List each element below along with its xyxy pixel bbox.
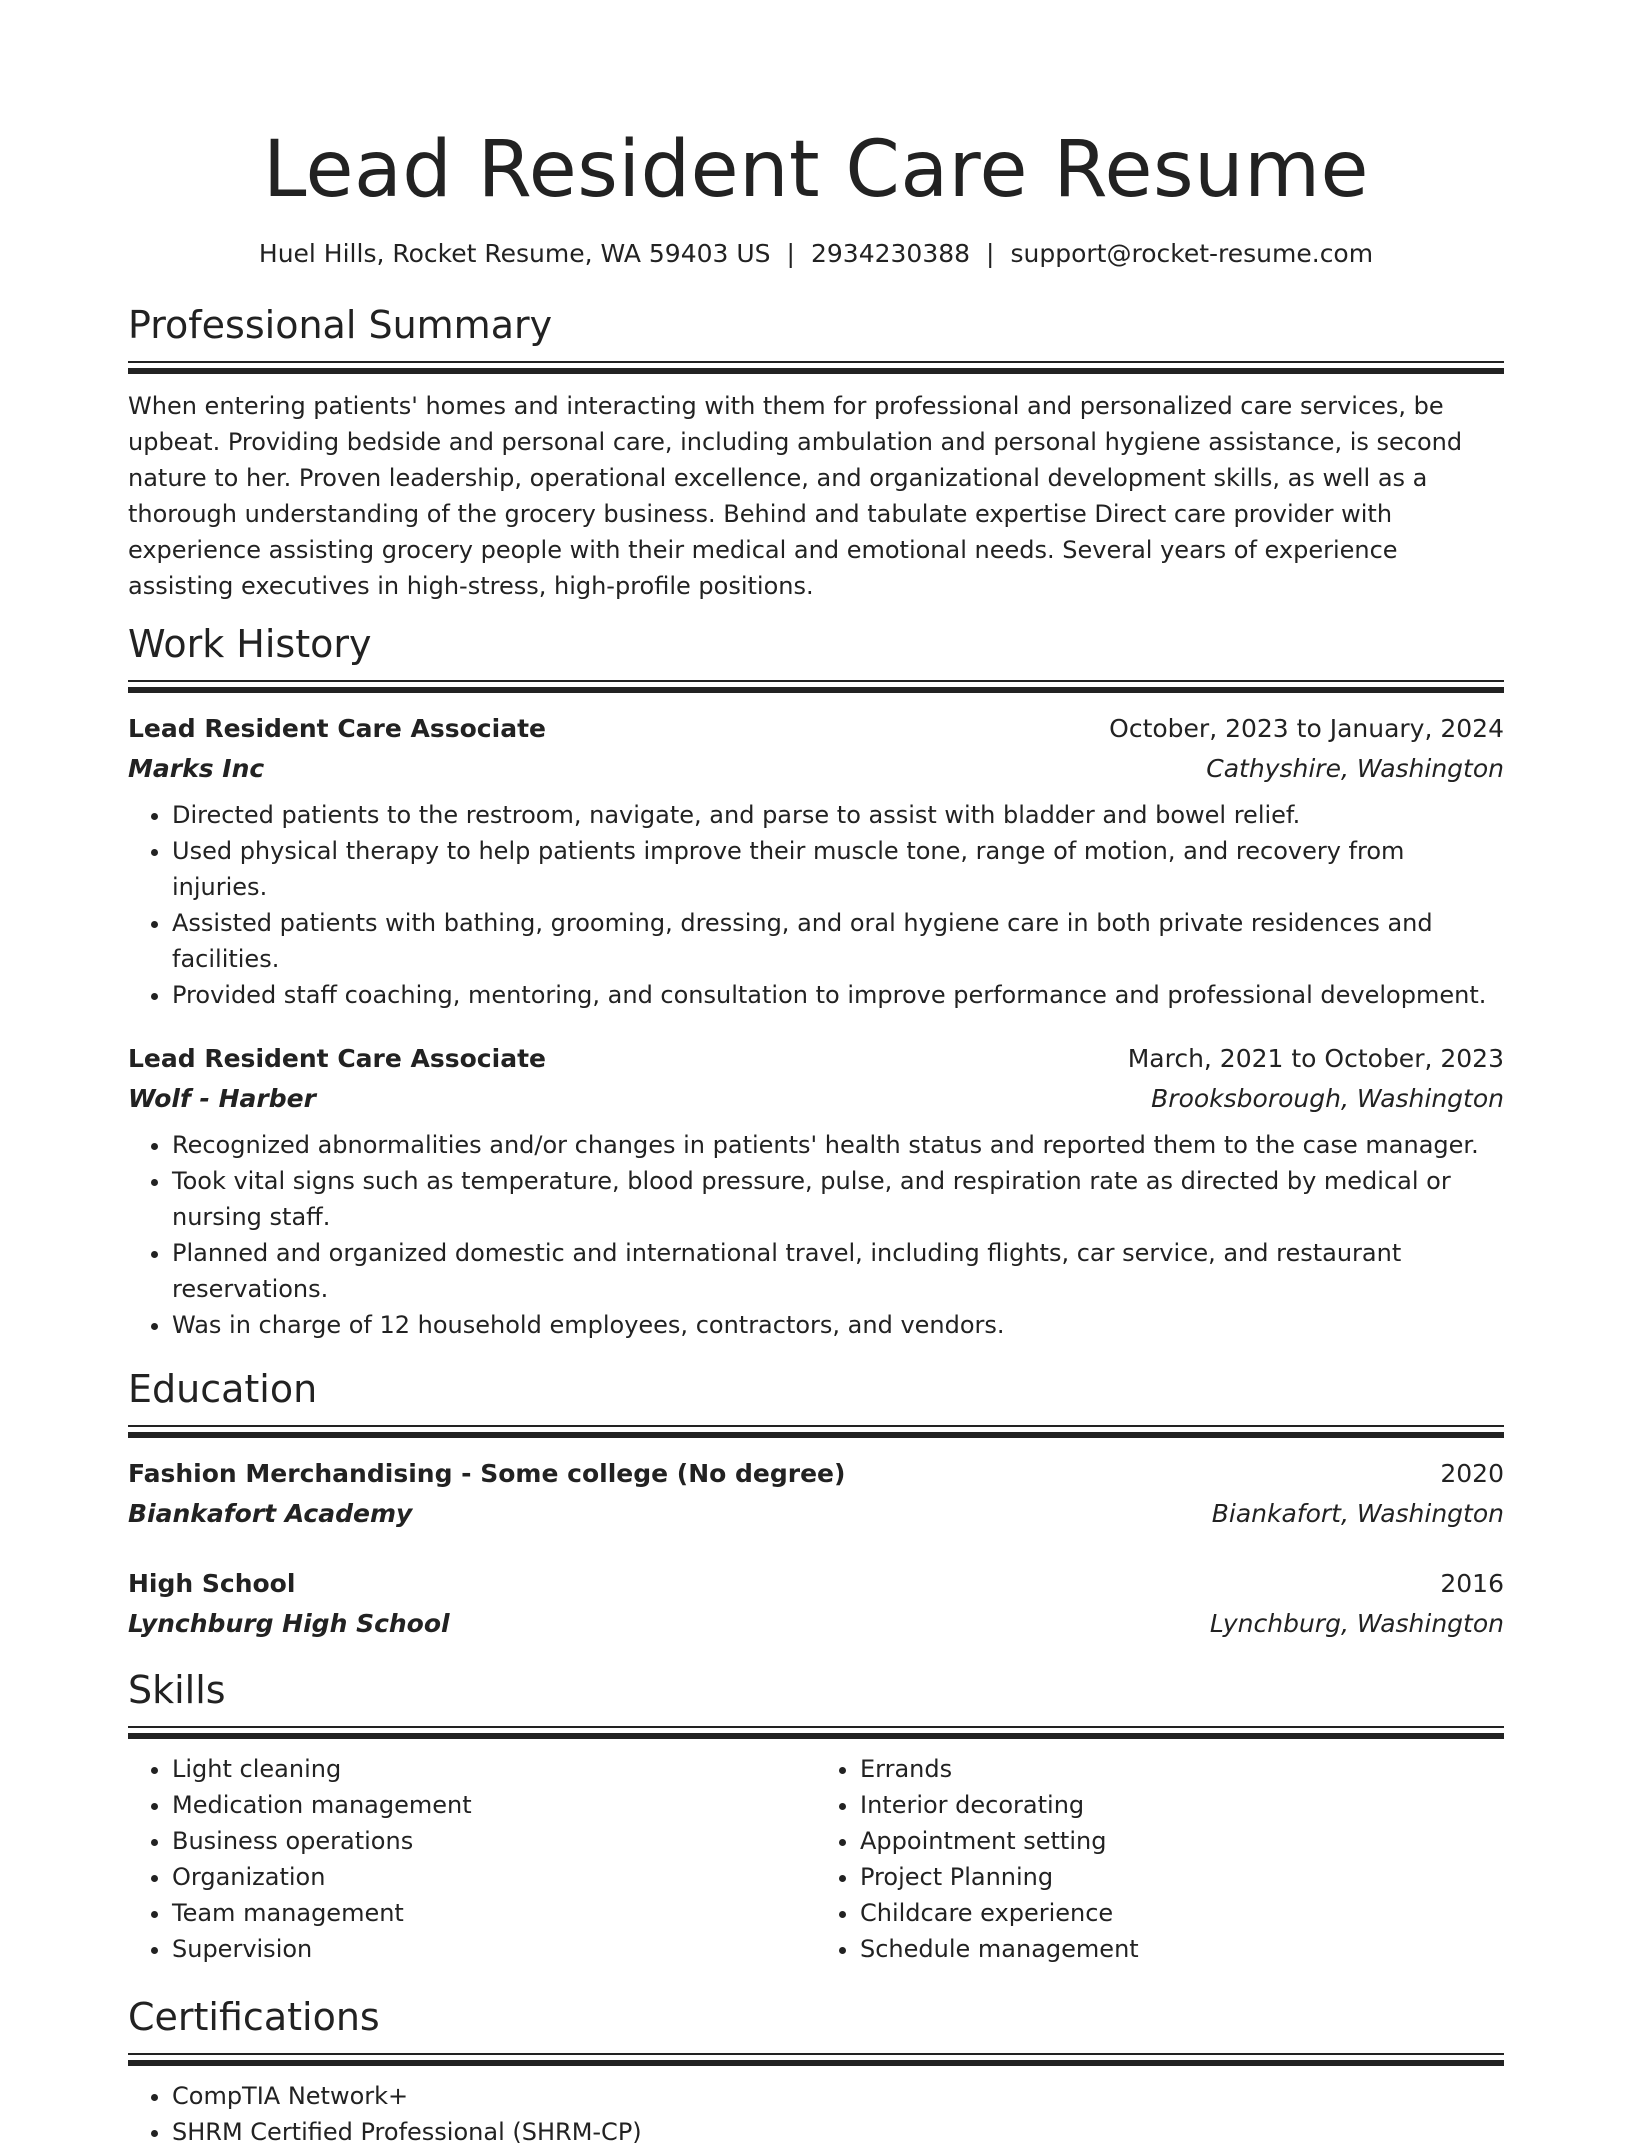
list-item: • Used physical therapy to help patients improve their muscle tone, range of motion, and recovery from injuries. bbox=[172, 833, 1504, 905]
skills-grid bbox=[128, 1751, 1504, 1967]
section-title-education: Education bbox=[128, 1367, 318, 1411]
contact-separator: | bbox=[986, 239, 995, 268]
list-item: • Was in charge of 12 household employees, contractors, and vendors. bbox=[172, 1307, 1504, 1343]
skills-column-left bbox=[128, 1751, 816, 1967]
list-item: • Supervision bbox=[172, 1931, 816, 1967]
section-divider bbox=[128, 361, 1504, 374]
section-divider bbox=[128, 1726, 1504, 1739]
list-item: • Recognized abnormalities and/or changes in patients' health status and reported them to the case manager. bbox=[172, 1127, 1504, 1163]
list-item: • Took vital signs such as temperature, blood pressure, pulse, and respiration rate as directed by medical or nursing staff. bbox=[172, 1163, 1504, 1235]
education-subheader bbox=[128, 1494, 1504, 1534]
list-item: • Project Planning bbox=[860, 1859, 1504, 1895]
section-title-work-history: Work History bbox=[128, 622, 372, 666]
job-header bbox=[128, 1039, 1504, 1079]
job-bullets bbox=[128, 1127, 1504, 1343]
job-title: Lead Resident Care Associate bbox=[128, 1044, 546, 1073]
certifications-section bbox=[128, 1993, 1504, 2150]
summary-text: When entering patients' homes and interacting with them for professional and personalized care services, be upbeat. Providing bedside and personal care, including ambulation and personal hygiene assistance, is second nature to her. Proven leadership, operational excellence, and organizational development skills, as well as a thorough understanding of the grocery business. Behind and tabulate expertise Direct care provider with experience assisting grocery people with their medical and emotional needs. Several years of experience assisting executives in high-stress, high-profile positions. bbox=[128, 392, 1463, 600]
education-header bbox=[128, 1454, 1504, 1494]
job-bullets bbox=[128, 797, 1504, 1013]
section-title-certifications: Certifications bbox=[128, 1995, 380, 2039]
contact-phone: 2934230388 bbox=[810, 239, 971, 268]
list-item: • Team management bbox=[172, 1895, 816, 1931]
certifications-list bbox=[128, 2078, 1504, 2150]
job-dates: October, 2023 to January, 2024 bbox=[1109, 714, 1504, 743]
job-subheader bbox=[128, 749, 1504, 789]
education-degree: Fashion Merchandising - Some college (No degree) bbox=[128, 1459, 846, 1488]
contact-address: Huel Hills, Rocket Resume, WA 59403 US bbox=[258, 239, 771, 268]
list-item: • Interior decorating bbox=[860, 1787, 1504, 1823]
job-location: Cathyshire, Washington bbox=[1206, 754, 1504, 783]
section-title-summary: Professional Summary bbox=[128, 303, 553, 347]
job-subheader bbox=[128, 1079, 1504, 1119]
education-school: Biankafort Academy bbox=[128, 1499, 413, 1528]
section-divider bbox=[128, 2053, 1504, 2066]
education-year: 2020 bbox=[1440, 1459, 1504, 1488]
contact-separator: | bbox=[786, 239, 795, 268]
list-item: • Business operations bbox=[172, 1823, 816, 1859]
list-item: • SHRM Certified Professional (SHRM-CP) bbox=[172, 2114, 1504, 2150]
list-item: • Appointment setting bbox=[860, 1823, 1504, 1859]
job-header bbox=[128, 709, 1504, 749]
education-header bbox=[128, 1564, 1504, 1604]
job-entry bbox=[128, 709, 1504, 1013]
education-entry bbox=[128, 1454, 1504, 1534]
list-item: • Light cleaning bbox=[172, 1751, 816, 1787]
education-school: Lynchburg High School bbox=[128, 1609, 450, 1638]
list-item: • Directed patients to the restroom, navigate, and parse to assist with bladder and bowel relief. bbox=[172, 797, 1504, 833]
education-location: Biankafort, Washington bbox=[1211, 1499, 1504, 1528]
summary-section bbox=[128, 301, 1504, 604]
section-divider bbox=[128, 1425, 1504, 1438]
job-company: Marks Inc bbox=[128, 754, 265, 783]
education-year: 2016 bbox=[1440, 1569, 1504, 1598]
skills-section bbox=[128, 1666, 1504, 1967]
job-location: Brooksborough, Washington bbox=[1151, 1084, 1504, 1113]
contact-line bbox=[128, 237, 1504, 271]
education-section bbox=[128, 1365, 1504, 1644]
job-entry bbox=[128, 1039, 1504, 1343]
list-item: • Childcare experience bbox=[860, 1895, 1504, 1931]
education-location: Lynchburg, Washington bbox=[1209, 1609, 1504, 1638]
education-degree: High School bbox=[128, 1569, 296, 1598]
skills-column-right bbox=[816, 1751, 1504, 1967]
list-item: • Schedule management bbox=[860, 1931, 1504, 1967]
list-item: • Errands bbox=[860, 1751, 1504, 1787]
section-title-skills: Skills bbox=[128, 1668, 226, 1712]
list-item: • Organization bbox=[172, 1859, 816, 1895]
resume-title: Lead Resident Care Resume bbox=[262, 125, 1370, 215]
education-subheader bbox=[128, 1604, 1504, 1644]
work-history-section bbox=[128, 620, 1504, 1343]
list-item: • Provided staff coaching, mentoring, and consultation to improve performance and professional development. bbox=[172, 977, 1504, 1013]
list-item: • Planned and organized domestic and international travel, including flights, car service, and restaurant reservations. bbox=[172, 1235, 1504, 1307]
section-divider bbox=[128, 680, 1504, 693]
job-title: Lead Resident Care Associate bbox=[128, 714, 546, 743]
list-item: • Assisted patients with bathing, grooming, dressing, and oral hygiene care in both private residences and facilities. bbox=[172, 905, 1504, 977]
job-dates: March, 2021 to October, 2023 bbox=[1127, 1044, 1504, 1073]
education-entry bbox=[128, 1564, 1504, 1644]
list-item: • Medication management bbox=[172, 1787, 816, 1823]
contact-email: support@rocket-resume.com bbox=[1010, 239, 1374, 268]
list-item: • CompTIA Network+ bbox=[172, 2078, 1504, 2114]
job-company: Wolf - Harber bbox=[128, 1084, 316, 1113]
